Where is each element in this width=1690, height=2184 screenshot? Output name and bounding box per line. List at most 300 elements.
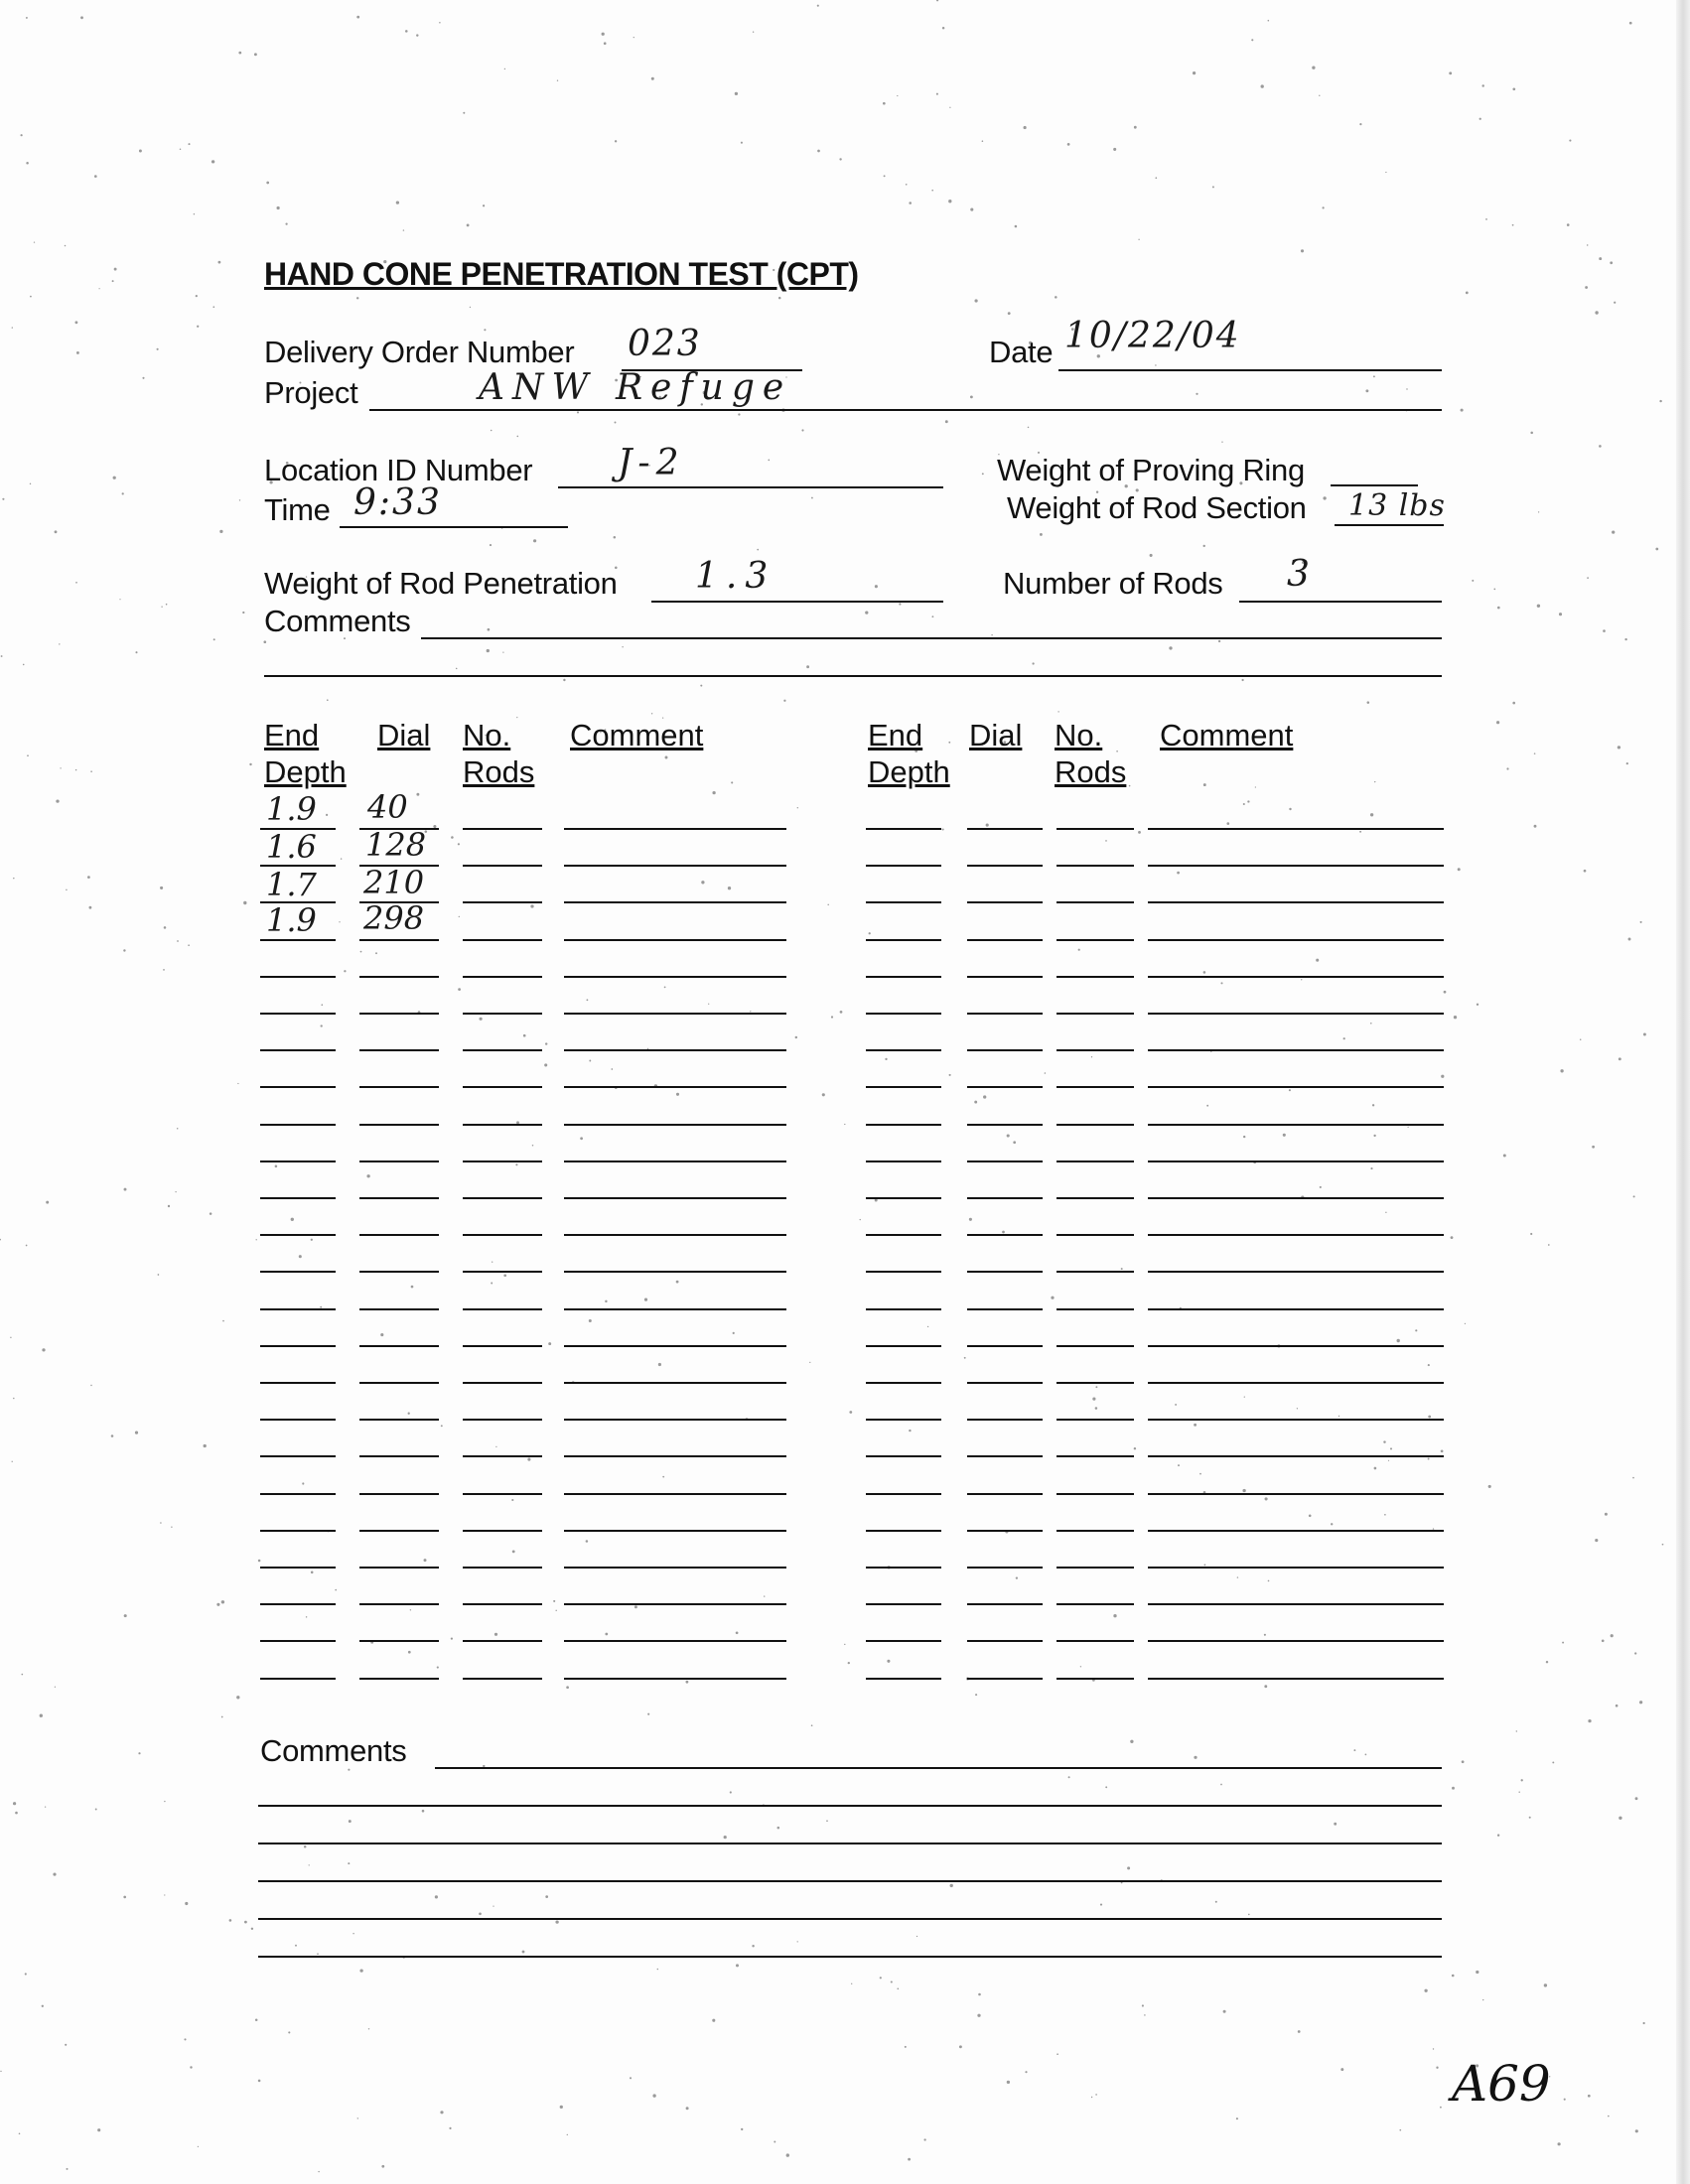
speck <box>1268 20 1270 22</box>
grid-line[interactable] <box>359 1603 439 1605</box>
speck <box>827 904 828 905</box>
grid-line[interactable] <box>1056 1049 1134 1051</box>
grid-line[interactable] <box>260 1640 336 1642</box>
grid-line[interactable] <box>463 1493 542 1495</box>
bottom-comments-line-1[interactable] <box>435 1767 1442 1769</box>
grid-line[interactable] <box>866 1345 941 1347</box>
grid-line[interactable] <box>564 901 786 903</box>
project-value[interactable]: ANW Refuge <box>479 367 792 408</box>
grid-line[interactable] <box>463 976 542 978</box>
grid-line[interactable] <box>463 865 542 867</box>
grid-line[interactable] <box>866 1567 941 1569</box>
speck <box>1226 822 1229 825</box>
grid-line[interactable] <box>967 939 1043 941</box>
grid-line[interactable] <box>260 1455 336 1457</box>
speck <box>916 1936 917 1937</box>
grid-line[interactable] <box>967 1382 1043 1384</box>
speck <box>204 1444 207 1447</box>
rod-penetration-value[interactable]: 1.3 <box>695 556 776 597</box>
grid-line[interactable] <box>1056 1345 1134 1347</box>
grid-line[interactable] <box>260 1234 336 1236</box>
grid-line[interactable] <box>866 1160 941 1162</box>
speck <box>175 1191 176 1192</box>
grid-line[interactable] <box>1056 1382 1134 1384</box>
grid-line[interactable] <box>463 1160 542 1162</box>
grid-line[interactable] <box>1056 1013 1134 1015</box>
grid-line[interactable] <box>463 1567 542 1569</box>
grid-line[interactable] <box>967 1345 1043 1347</box>
speck <box>634 1605 637 1608</box>
grid-line[interactable] <box>967 1049 1043 1051</box>
grid-line[interactable] <box>463 828 542 830</box>
grid-line[interactable] <box>1148 1308 1444 1310</box>
bottom-comments-line[interactable] <box>258 1956 1442 1958</box>
row-1-end-depth[interactable]: 1.9 <box>266 790 317 828</box>
speck <box>490 544 492 546</box>
speck <box>880 1977 882 1979</box>
speck <box>1407 1127 1408 1128</box>
grid-line[interactable] <box>359 1530 439 1532</box>
grid-line[interactable] <box>1056 1308 1134 1310</box>
time-value[interactable]: 9:33 <box>353 482 442 523</box>
speck <box>1244 1396 1245 1397</box>
speck <box>1323 206 1325 208</box>
grid-line[interactable] <box>359 1493 439 1495</box>
speck <box>1465 1323 1466 1324</box>
grid-line[interactable] <box>463 1382 542 1384</box>
speck <box>884 175 886 177</box>
grid-line[interactable] <box>967 865 1043 867</box>
grid-line[interactable] <box>359 1049 439 1051</box>
grid-line[interactable] <box>260 1049 336 1051</box>
grid-line[interactable] <box>967 1197 1043 1199</box>
grid-line[interactable] <box>1148 1455 1444 1457</box>
grid-line[interactable] <box>564 1493 786 1495</box>
speck <box>1462 1760 1465 1763</box>
speck <box>665 756 668 759</box>
speck <box>1569 140 1571 142</box>
speck <box>416 793 419 796</box>
grid-line[interactable] <box>1056 865 1134 867</box>
grid-line[interactable] <box>260 1013 336 1015</box>
grid-line[interactable] <box>564 1382 786 1384</box>
speck <box>229 1919 232 1922</box>
grid-line[interactable] <box>866 976 941 978</box>
speck <box>65 245 67 247</box>
grid-line[interactable] <box>564 1086 786 1088</box>
grid-line[interactable] <box>1056 1197 1134 1199</box>
speck <box>177 1128 179 1130</box>
speck <box>545 1895 548 1898</box>
grid-line[interactable] <box>359 1567 439 1569</box>
speck <box>1248 1914 1250 1916</box>
grid-line[interactable] <box>359 1160 439 1162</box>
speck <box>544 1063 547 1066</box>
grid-line[interactable] <box>1148 1086 1444 1088</box>
speck <box>786 2153 789 2156</box>
speck <box>1642 2022 1644 2024</box>
grid-line[interactable] <box>359 976 439 978</box>
grid-line[interactable] <box>1148 976 1444 978</box>
grid-line[interactable] <box>967 1013 1043 1015</box>
grid-line[interactable] <box>1148 865 1444 867</box>
grid-line[interactable] <box>1056 1493 1134 1495</box>
grid-line[interactable] <box>866 1308 941 1310</box>
row-2-dial[interactable]: 128 <box>365 826 427 864</box>
page-mark: A69 <box>1452 2055 1551 2113</box>
grid-line[interactable] <box>1056 1640 1134 1642</box>
speck <box>1406 388 1407 389</box>
speck <box>686 2107 689 2110</box>
grid-line[interactable] <box>967 1234 1043 1236</box>
grid-line[interactable] <box>1148 1271 1444 1273</box>
grid-line[interactable] <box>1148 1382 1444 1384</box>
number-of-rods-label: Number of Rods <box>1003 566 1223 601</box>
grid-line[interactable] <box>359 1234 439 1236</box>
grid-line[interactable] <box>260 1493 336 1495</box>
grid-line[interactable] <box>463 1234 542 1236</box>
speck <box>1105 1786 1107 1788</box>
grid-line[interactable] <box>564 1160 786 1162</box>
speck <box>522 1951 525 1954</box>
grid-line[interactable] <box>359 1345 439 1347</box>
speck <box>1255 786 1256 787</box>
grid-line[interactable] <box>866 1049 941 1051</box>
grid-line[interactable] <box>967 1530 1043 1532</box>
speck <box>12 1461 13 1462</box>
speck <box>1482 1999 1483 2000</box>
grid-line[interactable] <box>1148 1567 1444 1569</box>
grid-line[interactable] <box>463 1086 542 1088</box>
speck <box>99 288 100 289</box>
speck <box>1614 302 1616 304</box>
grid-line[interactable] <box>1148 1234 1444 1236</box>
grid-line[interactable] <box>1056 901 1134 903</box>
grid-line[interactable] <box>1056 1678 1134 1680</box>
speck <box>188 143 190 145</box>
speck <box>1025 2071 1027 2073</box>
grid-line[interactable] <box>463 1678 542 1680</box>
grid-line[interactable] <box>564 1567 786 1569</box>
grid-line[interactable] <box>564 1603 786 1605</box>
grid-line[interactable] <box>260 1124 336 1126</box>
speck <box>90 770 92 772</box>
grid-line[interactable] <box>866 1013 941 1015</box>
grid-line[interactable] <box>463 1124 542 1126</box>
grid-line[interactable] <box>1148 1013 1444 1015</box>
grid-line[interactable] <box>1148 1603 1444 1605</box>
grid-line[interactable] <box>463 1530 542 1532</box>
speck <box>1608 2116 1610 2117</box>
speck <box>1616 1705 1619 1707</box>
grid-line[interactable] <box>463 1013 542 1015</box>
grid-line[interactable] <box>866 901 941 903</box>
grid-line[interactable] <box>463 1345 542 1347</box>
grid-line[interactable] <box>967 1493 1043 1495</box>
speck <box>1203 545 1205 547</box>
speck <box>416 34 418 36</box>
grid-line[interactable] <box>359 1271 439 1273</box>
grid-line[interactable] <box>463 1455 542 1457</box>
project-line <box>369 409 1442 411</box>
grid-line[interactable] <box>967 1086 1043 1088</box>
grid-line[interactable] <box>1148 1197 1444 1199</box>
speck <box>1243 1136 1245 1138</box>
grid-line[interactable] <box>359 1124 439 1126</box>
speck <box>844 1124 845 1125</box>
grid-line[interactable] <box>564 1678 786 1680</box>
speck <box>1521 1779 1523 1781</box>
grid-line[interactable] <box>260 939 336 941</box>
grid-line[interactable] <box>359 1197 439 1199</box>
grid-line[interactable] <box>359 1419 439 1421</box>
speck <box>87 876 90 879</box>
speck <box>1309 1515 1312 1518</box>
grid-line[interactable] <box>359 1086 439 1088</box>
grid-line[interactable] <box>967 1567 1043 1569</box>
grid-line[interactable] <box>967 1603 1043 1605</box>
grid-line[interactable] <box>866 1678 941 1680</box>
bottom-comments-label: Comments <box>260 1733 407 1768</box>
grid-line[interactable] <box>866 828 941 830</box>
grid-line[interactable] <box>463 1271 542 1273</box>
grid-line[interactable] <box>1148 1345 1444 1347</box>
grid-line[interactable] <box>260 1197 336 1199</box>
grid-line[interactable] <box>564 1419 786 1421</box>
speck <box>1628 938 1631 941</box>
grid-line[interactable] <box>260 1603 336 1605</box>
grid-line[interactable] <box>1148 939 1444 941</box>
grid-line[interactable] <box>564 939 786 941</box>
grid-line[interactable] <box>1148 1678 1444 1680</box>
grid-line[interactable] <box>564 1530 786 1532</box>
grid-line[interactable] <box>1056 1271 1134 1273</box>
speck <box>817 5 819 7</box>
grid-line[interactable] <box>359 1382 439 1384</box>
bottom-comments-line[interactable] <box>258 1918 1442 1920</box>
row-2-end-depth[interactable]: 1.6 <box>266 828 317 866</box>
scan-edge <box>1676 0 1690 2184</box>
grid-line[interactable] <box>1148 1493 1444 1495</box>
proving-ring-line[interactable] <box>1331 484 1418 486</box>
date-value[interactable]: 10/22/04 <box>1064 316 1241 356</box>
grid-line[interactable] <box>1148 1160 1444 1162</box>
grid-line[interactable] <box>260 1086 336 1088</box>
speck <box>949 1074 951 1076</box>
speck <box>1138 831 1141 834</box>
grid-line[interactable] <box>866 1086 941 1088</box>
grid-line[interactable] <box>359 939 439 941</box>
speck <box>1599 257 1602 260</box>
speck <box>1045 1072 1047 1074</box>
grid-line[interactable] <box>866 1382 941 1384</box>
speck <box>931 615 933 617</box>
grid-line[interactable] <box>463 1419 542 1421</box>
grid-line[interactable] <box>1148 1049 1444 1051</box>
grid-line[interactable] <box>564 1308 786 1310</box>
grid-line[interactable] <box>967 901 1043 903</box>
speck <box>527 1458 530 1461</box>
speck <box>422 1810 425 1813</box>
grid-line[interactable] <box>866 1640 941 1642</box>
grid-line[interactable] <box>260 1308 336 1310</box>
grid-line[interactable] <box>967 1640 1043 1642</box>
speck <box>899 603 901 605</box>
grid-line[interactable] <box>260 1345 336 1347</box>
grid-line[interactable] <box>967 828 1043 830</box>
grid-line[interactable] <box>1056 1086 1134 1088</box>
speck <box>736 1631 739 1634</box>
speck <box>1236 2117 1238 2119</box>
grid-line[interactable] <box>463 939 542 941</box>
grid-line[interactable] <box>866 1419 941 1421</box>
grid-line[interactable] <box>260 1530 336 1532</box>
speck <box>212 306 214 308</box>
speck <box>76 351 79 354</box>
time-label: Time <box>264 492 331 527</box>
grid-line[interactable] <box>564 865 786 867</box>
speck <box>731 781 733 783</box>
row-1-dial[interactable]: 40 <box>367 788 408 826</box>
grid-line[interactable] <box>564 1234 786 1236</box>
grid-line[interactable] <box>967 1160 1043 1162</box>
speck <box>1323 496 1326 499</box>
grid-line[interactable] <box>260 1678 336 1680</box>
grid-line[interactable] <box>866 1530 941 1532</box>
grid-line[interactable] <box>967 1308 1043 1310</box>
grid-line[interactable] <box>1056 1234 1134 1236</box>
grid-line[interactable] <box>1056 1455 1134 1457</box>
grid-line[interactable] <box>866 1124 941 1126</box>
bottom-comments-line[interactable] <box>258 1843 1442 1844</box>
speck <box>942 27 944 29</box>
grid-line[interactable] <box>260 1382 336 1384</box>
speck <box>764 1595 765 1596</box>
grid-line[interactable] <box>967 1419 1043 1421</box>
grid-line[interactable] <box>463 1308 542 1310</box>
grid-line[interactable] <box>564 1013 786 1015</box>
grid-line[interactable] <box>866 1234 941 1236</box>
number-of-rods-value[interactable]: 3 <box>1287 554 1312 595</box>
delivery-order-value[interactable]: 023 <box>628 324 702 364</box>
speck <box>21 134 23 136</box>
grid-line[interactable] <box>1056 1603 1134 1605</box>
grid-line[interactable] <box>866 1493 941 1495</box>
grid-line[interactable] <box>967 1455 1043 1457</box>
grid-line[interactable] <box>359 1640 439 1642</box>
speck <box>662 1476 664 1478</box>
row-4-end-depth[interactable]: 1.9 <box>266 901 317 939</box>
grid-line[interactable] <box>564 1345 786 1347</box>
speck <box>164 1801 165 1802</box>
rod-section-value[interactable]: 13 lbs <box>1348 488 1446 523</box>
grid-line[interactable] <box>967 1271 1043 1273</box>
speck <box>1383 1440 1385 1442</box>
location-id-value[interactable]: J-2 <box>618 443 685 483</box>
grid-line[interactable] <box>967 1124 1043 1126</box>
grid-line[interactable] <box>967 976 1043 978</box>
grid-line[interactable] <box>564 1640 786 1642</box>
grid-line[interactable] <box>463 1603 542 1605</box>
grid-line[interactable] <box>564 1197 786 1199</box>
comments-line-2[interactable] <box>264 675 1442 677</box>
speck <box>213 638 215 640</box>
rod-section-label: Weight of Rod Section <box>1007 490 1307 525</box>
grid-line[interactable] <box>260 1419 336 1421</box>
grid-line[interactable] <box>260 1567 336 1569</box>
speck <box>839 158 841 160</box>
time-line <box>340 526 568 528</box>
grid-line[interactable] <box>866 1197 941 1199</box>
grid-line[interactable] <box>1056 1567 1134 1569</box>
grid-line[interactable] <box>564 1049 786 1051</box>
grid-line[interactable] <box>260 1271 336 1273</box>
grid-line[interactable] <box>866 939 941 941</box>
grid-line[interactable] <box>1056 1124 1134 1126</box>
grid-line[interactable] <box>359 1013 439 1015</box>
grid-line[interactable] <box>564 976 786 978</box>
grid-line[interactable] <box>1148 828 1444 830</box>
row-3-end-depth[interactable]: 1.7 <box>266 866 317 903</box>
right-end-depth-header: End Depth <box>868 718 950 789</box>
grid-line[interactable] <box>564 828 786 830</box>
grid-line[interactable] <box>359 1455 439 1457</box>
grid-line[interactable] <box>1148 1419 1444 1421</box>
grid-line[interactable] <box>1148 1640 1444 1642</box>
grid-line[interactable] <box>1056 976 1134 978</box>
grid-line[interactable] <box>1148 1530 1444 1532</box>
bottom-comments-line[interactable] <box>258 1805 1442 1807</box>
grid-line[interactable] <box>463 901 542 903</box>
bottom-comments-line[interactable] <box>258 1880 1442 1882</box>
speck <box>1095 1407 1098 1410</box>
grid-line[interactable] <box>564 1455 786 1457</box>
speck <box>1319 95 1320 96</box>
speck <box>435 1895 438 1898</box>
grid-line[interactable] <box>866 865 941 867</box>
grid-line[interactable] <box>866 1603 941 1605</box>
speck <box>25 1973 27 1975</box>
grid-line[interactable] <box>967 1678 1043 1680</box>
grid-line[interactable] <box>1148 1124 1444 1126</box>
grid-line[interactable] <box>1056 939 1134 941</box>
grid-line[interactable] <box>1056 1530 1134 1532</box>
grid-line[interactable] <box>359 1678 439 1680</box>
grid-line[interactable] <box>866 1271 941 1273</box>
grid-line[interactable] <box>866 1455 941 1457</box>
speck <box>26 17 28 19</box>
grid-line[interactable] <box>1056 1419 1134 1421</box>
speck <box>295 1945 297 1947</box>
grid-line[interactable] <box>260 1160 336 1162</box>
grid-line[interactable] <box>1148 901 1444 903</box>
grid-line[interactable] <box>1056 1160 1134 1162</box>
speck <box>291 1218 294 1221</box>
speck <box>1203 783 1206 786</box>
comments-line-1[interactable] <box>421 637 1442 639</box>
grid-line[interactable] <box>1056 828 1134 830</box>
speck <box>1095 1386 1097 1388</box>
grid-line[interactable] <box>463 1049 542 1051</box>
row-4-dial[interactable]: 298 <box>363 899 425 937</box>
row-3-dial[interactable]: 210 <box>363 864 425 901</box>
grid-line[interactable] <box>260 976 336 978</box>
grid-line[interactable] <box>359 1308 439 1310</box>
grid-line[interactable] <box>463 1640 542 1642</box>
grid-line[interactable] <box>564 1271 786 1273</box>
grid-line[interactable] <box>564 1124 786 1126</box>
grid-line[interactable] <box>463 1197 542 1199</box>
